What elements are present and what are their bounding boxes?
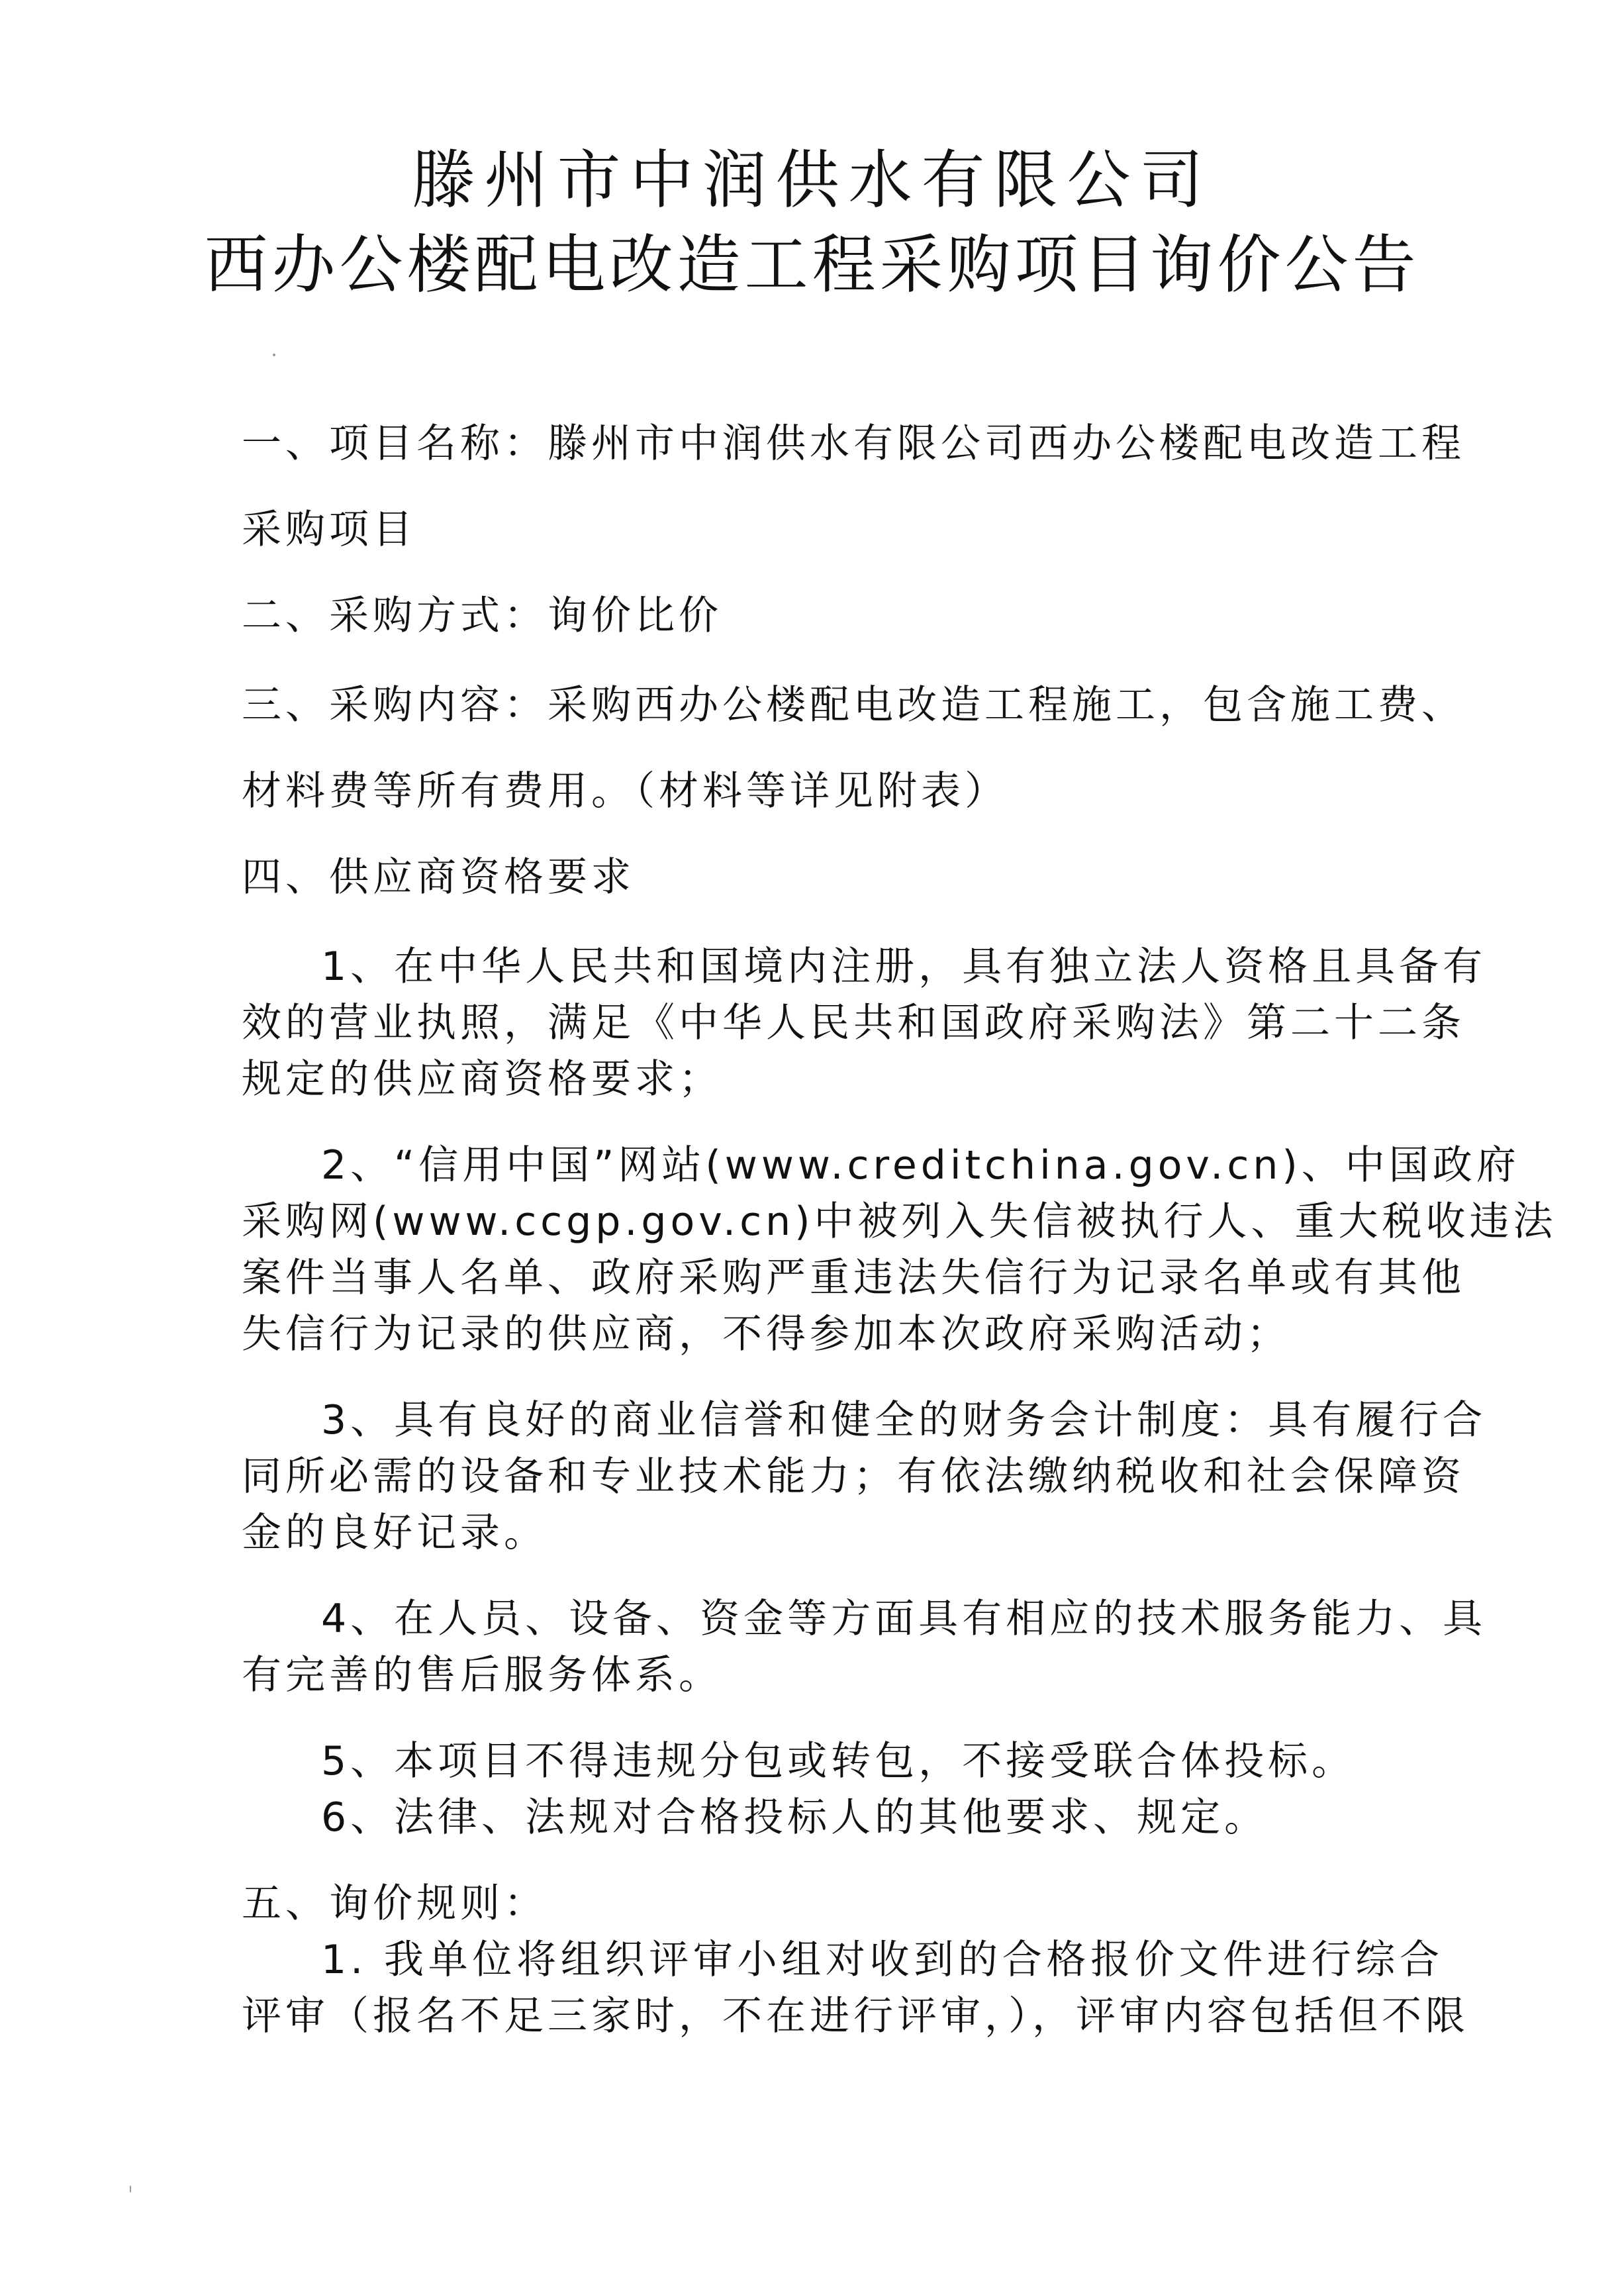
qualification-item-3-line-1: 3、具有良好的商业信誉和健全的财务会计制度：具有履行合 — [321, 1397, 1487, 1443]
section-inquiry-rules-heading: 五、询价规则： — [242, 1880, 548, 1927]
section-procurement-method: 二、采购方式：询价比价 — [242, 593, 722, 639]
section-supplier-qualifications-heading: 四、供应商资格要求 — [242, 854, 635, 900]
scan-speck — [130, 2186, 131, 2192]
qualification-item-1-line-3: 规定的供应商资格要求； — [242, 1056, 722, 1102]
qualification-item-2-line-3: 案件当事人名单、政府采购严重违法失信行为记录名单或有其他 — [242, 1255, 1465, 1301]
document-title-line-1: 滕州市中润供水有限公司 — [411, 143, 1213, 217]
section-procurement-content-line-1: 三、采购内容：采购西办公楼配电改造工程施工，包含施工费、 — [242, 682, 1465, 728]
qualification-item-3-line-2: 同所必需的设备和专业技术能力；有依法缴纳税收和社会保障资 — [242, 1453, 1465, 1500]
qualification-item-1-line-2: 效的营业执照，满足《中华人民共和国政府采购法》第二十二条 — [242, 1000, 1465, 1046]
section-project-name-line-2: 采购项目 — [242, 507, 416, 553]
inquiry-rule-1-line-2: 评审（报名不足三家时，不在进行评审，），评审内容包括但不限 — [242, 1993, 1469, 2039]
qualification-item-2-line-4: 失信行为记录的供应商，不得参加本次政府采购活动； — [242, 1311, 1290, 1357]
qualification-item-2-line-1: 2、“信用中国”网站(www.creditchina.gov.cn)、中国政府 — [321, 1142, 1520, 1189]
section-procurement-content-line-2: 材料费等所有费用。（材料等详见附表） — [242, 768, 1008, 814]
qualification-item-2-line-2: 采购网(www.ccgp.gov.cn)中被列入失信被执行人、重大税收违法 — [242, 1198, 1557, 1245]
qualification-item-6: 6、法律、法规对合格投标人的其他要求、规定。 — [321, 1794, 1268, 1841]
inquiry-rule-1-line-1: 1. 我单位将组织评审小组对收到的合格报价文件进行综合 — [321, 1937, 1443, 1983]
qualification-item-1-line-1: 1、在中华人民共和国境内注册，具有独立法人资格且具备有 — [321, 944, 1487, 990]
scan-speck — [273, 354, 275, 356]
qualification-item-4-line-1: 4、在人员、设备、资金等方面具有相应的技术服务能力、具 — [321, 1596, 1487, 1642]
qualification-item-4-line-2: 有完善的售后服务体系。 — [242, 1652, 722, 1698]
document-title-line-2: 西办公楼配电改造工程采购项目询价公告 — [204, 228, 1420, 302]
section-project-name-line-1: 一、项目名称：滕州市中润供水有限公司西办公楼配电改造工程 — [242, 420, 1465, 467]
qualification-item-5: 5、本项目不得违规分包或转包，不接受联合体投标。 — [321, 1738, 1356, 1784]
qualification-item-3-line-3: 金的良好记录。 — [242, 1510, 548, 1556]
